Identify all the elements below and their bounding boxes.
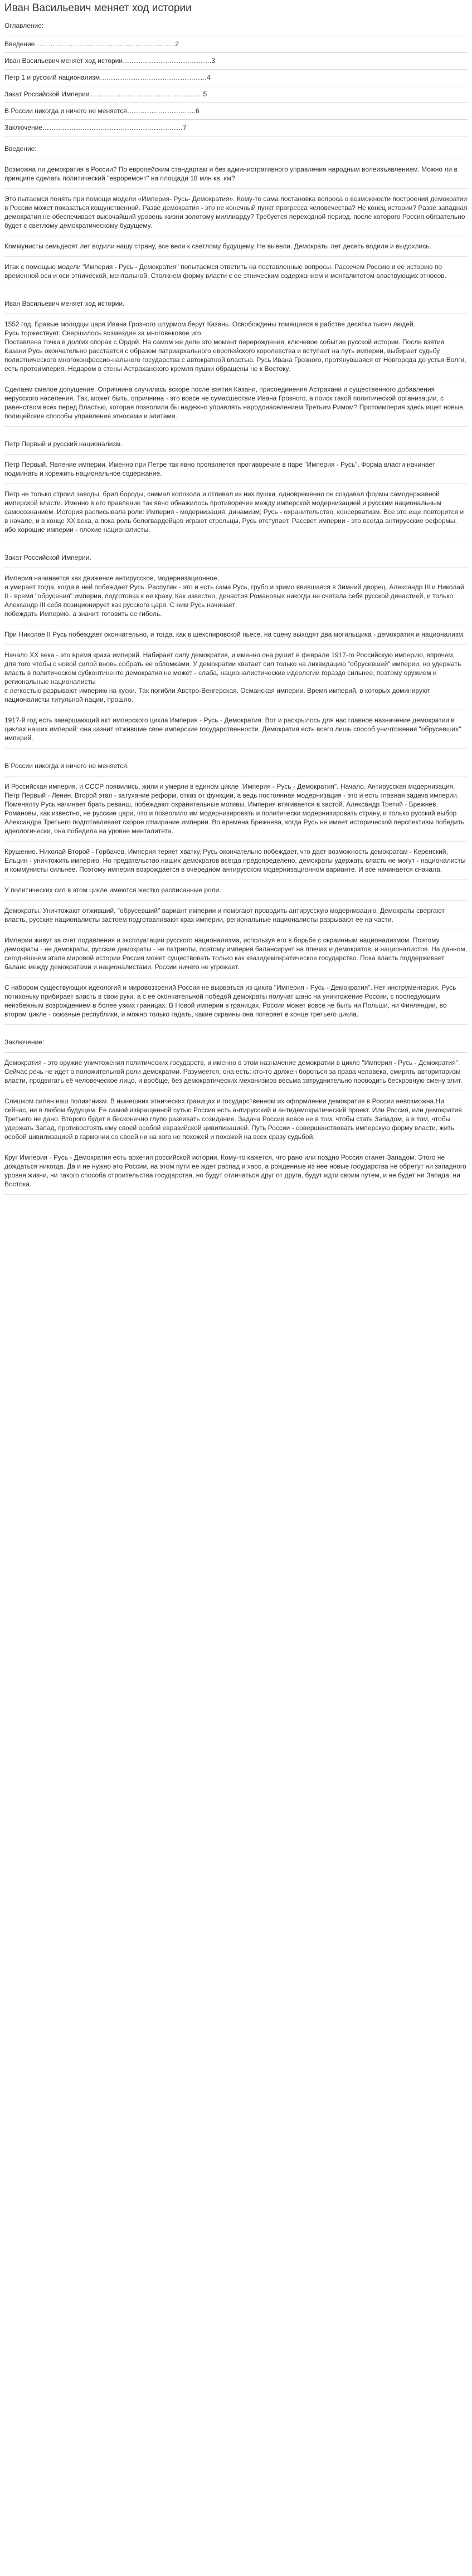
- paragraph: И Российская империя, и СССР появились, жили и умерли в едином цикле "Империя - Русь - Демократия". Начало. Антирусская модернизация. Петр Первый - Ленин. Второй этап - затухание реформ, отказ от функции, а ведь постоянная модернизация - это и есть главная задача империи. Поменялту Русь начинает брать реванш, побеждают охранительные мотивы. Империя втягивается в застой. Александр Третий - Брежнев. Романовы, как известно, не русские цари, что и позволило им модернизировать и политически модернизировать страну, и только русский выбор Александра Третьего подготавливает скорое отмирание империи. Во времена Брежнева, когда Русь не имеет исторической перспективы победить идеологически, она победила на уровне менталитета.: [4, 782, 468, 842]
- toc-item-nothing-changes[interactable]: В России никогда и ничего не меняется………………………….6: [4, 102, 468, 119]
- paragraph: Демократия - это оружие уничтожения политических государств, и именно в этом назначение демократии в цикле "Империя - Русь - Демократия". Сейчас речь не идет о положительной роли демократии. Разумеется, она есть: кто-то должен бороться за права человека, смирять авторитаризм власти, продвигать её человеческое лицо, и вообще, без демократических механизмов весьма затруднительно проводить бескровную смену элит.: [4, 1058, 468, 1091]
- toc-item-peter[interactable]: Петр 1 и русский национализм…………………………………………4: [4, 69, 468, 86]
- paragraph: 1917-й год есть завершающий акт имперского цикла Империя - Русь - Демократия. Вот и раскрылось для нас главное назначение демократии в циклах наших империй: она казнит отжившие свое имперские государственности. Демократия есть всего лишь способ уничтожения "обрусевших" империй.: [4, 716, 468, 749]
- paragraph: Это пытаемся понять при помощи модели «Империя- Русь- Демократия». Кому-то сама постановка вопроса о возможности построения демократии в России может показаться кощунственной. Разве демократия - это не конечный пункт прогресса человечества? Не конец истории? Разве западная демократия не обеспечивает высочайший уровень жизни золотому миллиарду? Требуется переходной период, после которого Россия обязательно будет с светлому демократическому будущему.: [4, 194, 468, 236]
- paragraph: При Николае II Русь побеждает окончательно, и тогда, как в шекспировской пьесе, на сцену выходят два могильщика - демократия и национализм.: [4, 630, 468, 645]
- paragraph: Возможна ли демократия в России? По европейским стандартам и без административного управления народным волеизъявлением. Можно ли в принципе сделать политический "евроремонт" на площади 18 млн кв. км?: [4, 165, 468, 189]
- paragraph: Империи живут за счет подавления и эксплуатации русского национализма, используя его в борьбе с окраинным национализмом. Поэтому демократы - не демократы, русские демократы - не патриоты, поэтому империя балансирует на плечах и демократов, и националистов. На данном, сегодняшнем этапе мировой истории Россия может существовать только как квазидемократическое государство. Пока власть поддерживает баланс между демократами и националистами, России ничего не угрожает.: [4, 936, 468, 977]
- section-heading: Закат Российской Империи.: [4, 553, 468, 568]
- section-heading: Петр Первый и русский национализм.: [4, 439, 468, 454]
- document-body: [4, 136, 468, 1195]
- paragraph: Петр не только строил заводы, брил бороды, снимал колокола и отливал из них пушки, одновременно он создавал формы самодержавной имперской власти. Именно в его правление так явно обнажилось противоречие между имперской модернизацией и русским национальным самосознанием. История расписывала роли: Империя - модернизация, динамизм; Русь - охранительство, консерватизм. Все это еще повторится и в начале, и в конце XX века, а пока роль белогвардейцев играют стрельцы, Русь отступает. Рассвет империи - это всегда антирусские реформы, ибо хорошие империи - плохие националисты.: [4, 490, 468, 540]
- paragraph: Демократы. Уничтожают отживший, "обрусевший" вариант империи и помогают проводить антирусскую модернизацию. Демократы свергают власть, русские националисты застоем подготавливают крах империи, региональные националисты разрывают ее на части.: [4, 906, 468, 930]
- paragraph: У политических сил в этом цикле имеются жестко расписанные роли.: [4, 886, 468, 901]
- section-heading: Заключение:: [4, 1038, 468, 1053]
- section-peter-the-first: [4, 427, 468, 540]
- toc-item-conclusion[interactable]: Заключение………………………………………………………7: [4, 119, 468, 136]
- section-heading: Введение:: [4, 144, 468, 159]
- toc-heading: Оглавление:: [4, 22, 44, 30]
- document-title: Иван Васильевич меняет ход истории: [4, 2, 192, 14]
- section-heading: Иван Васильевич меняет ход истории.: [4, 299, 468, 314]
- section-heading: В России никогда и ничего не меняется.: [4, 761, 468, 776]
- section-decline-of-empire: [4, 540, 468, 749]
- toc-item-ivan[interactable]: Иван Васильевич меняет ход истории………………………………….3: [4, 52, 468, 69]
- toc-item-decline[interactable]: Закат Российской Империи……………………………………………5: [4, 86, 468, 102]
- paragraph: Итак с помощью модели "Империя - Русь - Демократия" попытаемся ответить на поставленные вопросы. Рассечем Россию и ее историю по временной оси и оси этнической, ментальной. Столкнем форму власти с ее этническим содержанием и менталитетом властвующих этносов.: [4, 262, 468, 286]
- paragraph: Начало XX века - это время краха империй. Набирает силу демократия, и именно она рушит в феврале 1917-го Российскую империю, впрочем, для того чтобы с новой силой вновь собрать ее обломками. У демократии хватает сил только на ликвидацию "обрусевшей" империи, но удержать власть в политическом субконтиненте демократия не может - слаба, националистические идеологии гораздо сильнее, поэтому оружием и региональные националисты с легкостью разрывают империю на куски. Так погибли Австро-Венгерская, Османская империи. Время империй, в которых доминируют националисты титульной нации, прошло.: [4, 651, 468, 710]
- paragraph: Коммунисты семьдесят лет водили нашу страну, все вели к светлому будущему. Не вывели. Демократы лет десять водили и выдохлись.: [4, 242, 468, 257]
- paragraph: С набором существующих идеологий и мировоззрений Россия не вырваться из цикла "Империя - Русь - Демократия". Нет инструментария. Русь потихоньку прибирает власть в свои руки, а с ее окончательной победой демократы получат шанс на уничтожение России, с последующим неизбежным возрождением в более узких границах. В Новой империи в границах, России может вовсе не быть ни Польши, ни Финляндии, во втором цикле - союзные республики, и можно только гадать, какие окраины она потеряет в конце третьего цикла.: [4, 983, 468, 1025]
- table-of-contents: [4, 21, 468, 136]
- section-nothing-changes: [4, 749, 468, 1025]
- document-page: [0, 0, 472, 1208]
- paragraph: Крушение. Николай Второй - Горбачев. Империя теряет хватку, Русь окончательно побеждает, что дает возможность демократам - Керенский, Ельцин - уничтожить империю. Но предательство наших демократов всегда предопределено, демократы удержать власть не могут - националисты и коммунисты сильнее. Поэтому империя возрождается в очередном антирусском модернизационном варианте. И все начинается сначала.: [4, 847, 468, 880]
- paragraph: Петр Первый. Явление империи. Именно при Петре так явно проявляется противоречие в паре "Империя - Русь". Форма власти начинает подминать и корежить национальное содержание.: [4, 460, 468, 484]
- paragraph: Империя начинается как движение антирусское, модернизационное, и умирает тогда, когда в ней побеждает Русь. Распутин - это и есть сама Русь, грубо и зримо явившаяся в Зимний дворец. Александр III и Николай II - время "обрусения" империи, подготовка к ее краху. Как известно, династия Романовых никогда не считала себя русской династией, и только Александр III себя позиционирует как русского царя. С ним Русь начинает побеждать Империю, а значит, готовить ее гибель.: [4, 574, 468, 624]
- paragraph: 1552 год. Бравые молодцы царя Ивана Грозного штурмом берут Казань. Освобождены томящиеся в рабстве десятки тысяч людей. Русь торжествует. Свершилось возмездие за многовековое иго. Поставлена точка в долгих спорах с Ордой. На самом же деле это момент перерождения, ключевое событие русской истории. После взятия Казани Русь окончательно расстается с образом патриархального европейского королевства и вступает на путь империи, выбирает судьбу полиэтнического многоконфессио-нального государства с автократной властью. Русь Ивана Грозного, протянувшаяся от Новгорода до устья Волги, есть протоимперия. Недаром в стены Астраханского кремля пушки обращены не к Востоку.: [4, 320, 468, 379]
- section-ivan-vasilievich: [4, 286, 468, 427]
- paragraph: Слишком силен наш полиэтнизм. В нынешних этнических границах и государственном их оформлении демократия в России невозможна.Ни сейчас, ни в любом будущем. Ее самой извращенной сутью Россия есть антирусский и антидемократический проект. Или Россия, или демократия. Третьего не дано. Второго будет в бесконечно глупо развивать созидание. Задача России вовсе не в том, чтобы стать Западом, а в том, чтобы удержать Запад, противостоять ему своей особой евразийской цивилизацией. Путь России - совершенствовать имперскую форму власти, жить особой цивилизацией в гармонии со своей ни на кого не похожей и похожей на всех сразу судьбой.: [4, 1097, 468, 1147]
- section-conclusion: [4, 1025, 468, 1195]
- section-introduction: [4, 136, 468, 286]
- paragraph: Круг Империя - Русь - Демократия есть архетип российской истории. Кому-то кажется, что рано или поздно Россия станет Западом. Этого не дождаться никогда. Да и не нужно это России, на этом пути ее ждет распад и хаос, а рожденные из нее новые государства не обретут ни западного уровня жизни, ни такого способа строительства государства, но будут отличаться друг от друга, будут идти своим путем, и не будет ни Запада, ни Востока.: [4, 1153, 468, 1195]
- paragraph: Сделаем смелое допущение. Опричнина случилась вскоре после взятия Казани, присоединения Астрахани и существенного добавления нерусского населения. Так, может быть, опричнина - это вовсе не сумасшествие Ивана Грозного, а поиск такой политической организации, с равенством всех перед Властью, которая позволила бы надежно управлять народонаселением Третьим Римом? Протоимперия здесь ищет новые, полицейские способы управления этносами и элитами.: [4, 385, 468, 427]
- toc-item-introduction[interactable]: Введение………………………………………………………2: [4, 36, 468, 52]
